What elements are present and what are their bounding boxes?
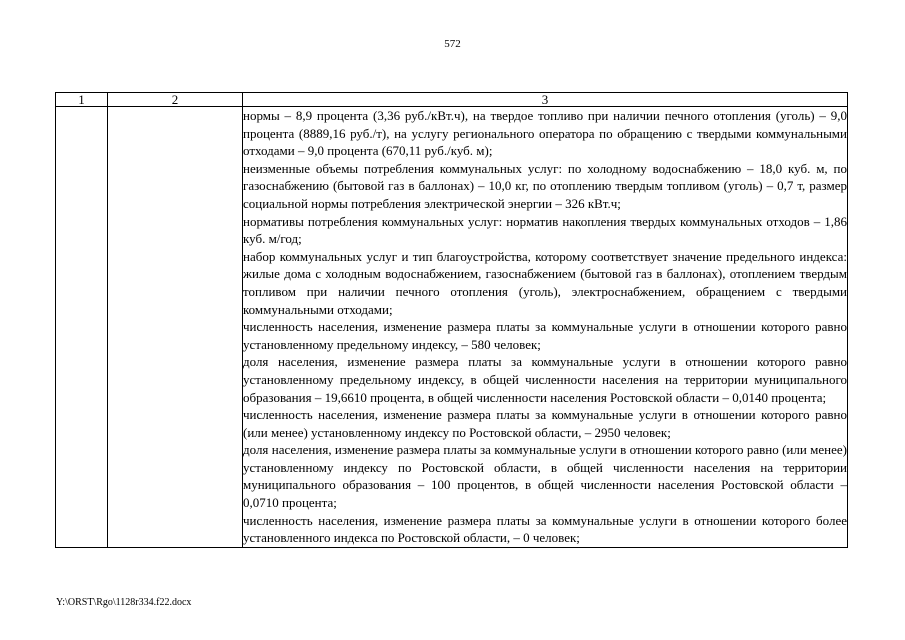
column-2-cell — [108, 107, 243, 548]
document-table — [55, 92, 848, 548]
paragraph-tariff-norms: нормы – 8,9 процента (3,36 руб./кВт.ч), на твердое топливо при наличии печного отопления (уголь) – 9,0 процента (8889,16 руб./т), на услугу регионального оператора по обращению с твердыми коммунальными отходами – 9,0 процента (670,11 руб./куб. м); — [243, 108, 847, 159]
footer-file-path: Y:\ORST\Rgo\1128r334.f22.docx — [56, 597, 192, 608]
column-1-cell — [56, 107, 108, 548]
paragraph-population-equal-regional: численность населения, изменение размера платы за коммунальные услуги в отношении которого равно (или менее) установленному индексу по Ростовской области, – 2950 человек; — [243, 407, 847, 440]
column-header-1: 1 — [56, 93, 108, 107]
paragraph-service-set: набор коммунальных услуг и тип благоустройства, которому соответствует значение предельного индекса: жилые дома с холодным водоснабжением, газоснабжением (бытовой газ в баллонах), отоплением твердым топливом при наличии печного отопления (уголь), электроснабжением, обращением с твердыми коммунальными отходами; — [243, 248, 847, 317]
paragraph-share-equal-regional: доля населения, изменение размера платы за коммунальные услуги в отношении которого равно (или менее) установленному индексу по Ростовской области, в общей численности населения на территории муниципального образования – 100 процентов, в общей численности населения Ростовской области – 0,0710 процента; — [243, 442, 847, 511]
paragraph-consumption-standards: нормативы потребления коммунальных услуг: норматив накопления твердых коммунальных отходов – 1,86 куб. м/год; — [243, 213, 847, 247]
paragraph-share-equal-limit: доля населения, изменение размера платы за коммунальные услуги в отношении которого равно установленному предельному индексу, в общей численности населения на территории муниципального образования – 19,6610 процента, в общей численности населения Ростовской области – 0,0140 процента; — [243, 354, 847, 405]
column-header-3: 3 — [243, 93, 848, 107]
paragraph-consumption-volumes: неизменные объемы потребления коммунальных услуг: по холодному водоснабжению – 18,0 куб. м, по газоснабжению (бытовой газ в баллонах) – 10,0 кг, по отоплению твердым топливом (уголь) – 0,7 т, размер социальной нормы потребления электрической энергии – 326 кВт.ч; — [243, 160, 847, 211]
column-3-cell — [243, 107, 848, 548]
table-row — [56, 107, 848, 548]
page-number: 572 — [444, 38, 461, 50]
table-header-row — [56, 93, 848, 107]
column-header-2: 2 — [108, 93, 243, 107]
paragraph-population-above-regional: численность населения, изменение размера платы за коммунальные услуги в отношении которого более установленного индекса по Ростовской области, – 0 человек; — [243, 512, 847, 546]
paragraph-population-equal-limit: численность населения, изменение размера платы за коммунальные услуги в отношении которого равно установленному предельному индексу, – 580 человек; — [243, 319, 847, 352]
